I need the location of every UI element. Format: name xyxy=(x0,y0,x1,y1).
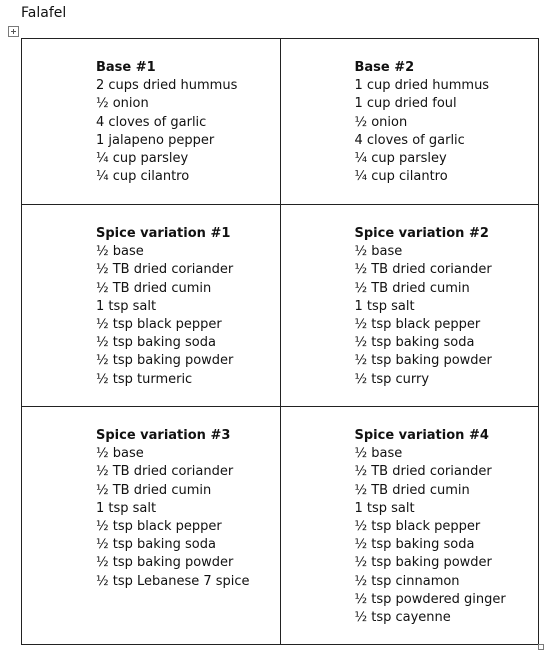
ingredient-line: ½ TB dried coriander xyxy=(96,262,234,278)
recipe-table xyxy=(21,38,539,645)
table-row xyxy=(22,205,539,407)
cell-title: Base #1 xyxy=(96,60,156,75)
ingredient-line: 1 cup dried hummus xyxy=(354,78,490,94)
cell-title: Spice variation #1 xyxy=(96,226,231,241)
ingredient-line: ½ TB dried cumin xyxy=(354,482,470,498)
ingredient-line: ½ tsp powdered ginger xyxy=(354,591,506,607)
table-resize-handle[interactable] xyxy=(538,644,544,650)
ingredient-line: ½ tsp baking powder xyxy=(96,555,234,571)
ingredient-line: 1 tsp salt xyxy=(354,298,415,314)
ingredient-line: ½ base xyxy=(354,244,403,260)
cell-spice-variation-1[interactable] xyxy=(22,205,281,407)
ingredient-line: ½ tsp cayenne xyxy=(354,610,451,626)
ingredient-line: ½ TB dried cumin xyxy=(96,482,212,498)
cell-base-2[interactable] xyxy=(280,39,539,205)
ingredient-line: ½ onion xyxy=(354,114,408,130)
ingredient-line: ½ tsp cinnamon xyxy=(354,573,460,589)
cell-spice-variation-4[interactable] xyxy=(280,407,539,645)
ingredient-line: ½ tsp baking soda xyxy=(354,335,475,351)
ingredient-line: ½ base xyxy=(354,446,403,462)
document-title: Falafel xyxy=(21,5,67,21)
ingredient-line: ½ tsp turmeric xyxy=(96,371,193,387)
cell-spice-variation-3[interactable] xyxy=(22,407,281,645)
ingredient-line: ½ tsp baking soda xyxy=(354,537,475,553)
ingredient-line: ½ base xyxy=(96,244,144,260)
ingredient-line: ½ TB dried cumin xyxy=(354,280,470,296)
cell-title: Spice variation #4 xyxy=(354,428,489,443)
ingredient-line: 1 cup dried foul xyxy=(354,96,457,112)
cell-base-1[interactable] xyxy=(22,39,281,205)
table-row xyxy=(22,407,539,645)
ingredient-line: ¼ cup parsley xyxy=(354,151,447,167)
ingredient-line: ½ base xyxy=(96,446,144,462)
ingredient-line: ½ tsp baking soda xyxy=(96,537,216,553)
cell-spice-variation-2[interactable] xyxy=(280,205,539,407)
ingredient-line: ½ tsp black pepper xyxy=(354,519,481,535)
ingredient-line: 4 cloves of garlic xyxy=(354,132,465,148)
ingredient-line: 4 cloves of garlic xyxy=(96,114,207,130)
ingredient-line: ¼ cup cilantro xyxy=(354,169,448,185)
ingredient-line: 1 tsp salt xyxy=(354,500,415,516)
ingredient-line: ½ TB dried coriander xyxy=(96,464,234,480)
ingredient-line: ½ tsp baking powder xyxy=(354,555,492,571)
ingredient-line: ½ tsp black pepper xyxy=(96,317,222,333)
ingredient-line: ½ TB dried coriander xyxy=(354,262,492,278)
ingredient-line: ¼ cup cilantro xyxy=(96,169,190,185)
cell-title: Spice variation #2 xyxy=(354,226,489,241)
table-row xyxy=(22,39,539,205)
ingredient-line: ½ tsp Lebanese 7 spice xyxy=(96,573,250,589)
ingredient-line: 1 jalapeno pepper xyxy=(96,132,215,148)
ingredient-line: ½ tsp curry xyxy=(354,371,430,387)
ingredient-line: ½ TB dried coriander xyxy=(354,464,492,480)
ingredient-line: 2 cups dried hummus xyxy=(96,78,238,94)
ingredient-line: 1 tsp salt xyxy=(96,500,157,516)
ingredient-line: ¼ cup parsley xyxy=(96,151,189,167)
ingredient-line: ½ tsp baking powder xyxy=(96,353,234,369)
ingredient-line: ½ onion xyxy=(96,96,149,112)
ingredient-line: ½ tsp black pepper xyxy=(96,519,222,535)
ingredient-line: ½ TB dried cumin xyxy=(96,280,212,296)
table-move-handle-icon[interactable] xyxy=(8,26,19,37)
ingredient-line: ½ tsp baking soda xyxy=(96,335,216,351)
cell-title: Spice variation #3 xyxy=(96,428,231,443)
ingredient-line: ½ tsp black pepper xyxy=(354,317,481,333)
cell-title: Base #2 xyxy=(354,60,415,75)
ingredient-line: ½ tsp baking powder xyxy=(354,353,492,369)
ingredient-line: 1 tsp salt xyxy=(96,298,157,314)
